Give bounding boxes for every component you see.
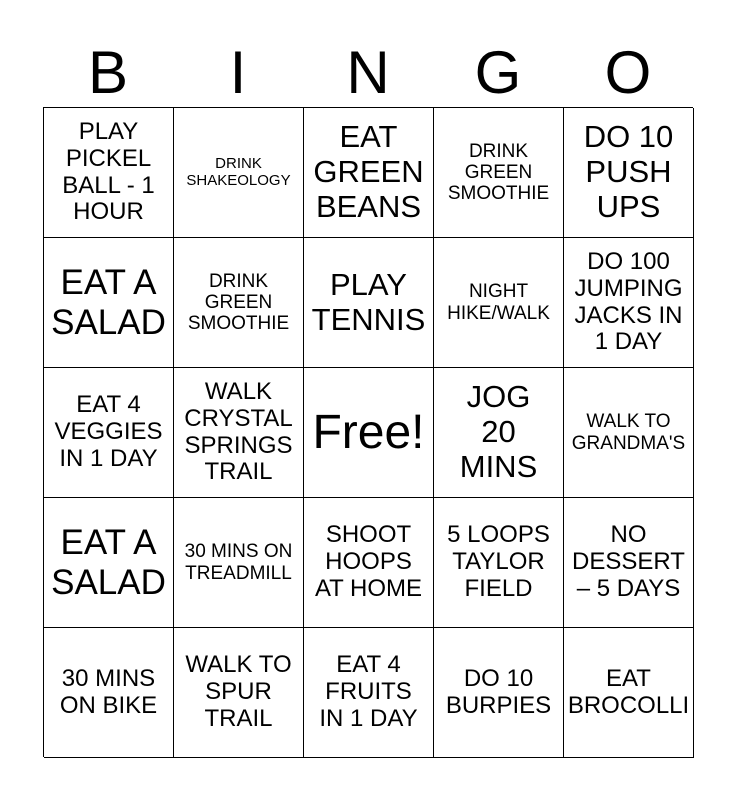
bingo-cell[interactable] xyxy=(434,368,564,498)
cell-text: DRINK SHAKEOLOGY xyxy=(186,154,291,189)
cell-text: PLAY PICKEL BALL - 1 HOUR xyxy=(62,117,155,226)
bingo-cell[interactable] xyxy=(174,368,304,498)
bingo-header xyxy=(43,40,693,106)
cell-text: 30 MINS ON TREADMILL xyxy=(184,541,293,584)
cell-text: NIGHT HIKE/WALK xyxy=(447,281,550,324)
bingo-cell-free[interactable] xyxy=(304,368,434,498)
cell-text: WALK TO SPUR TRAIL xyxy=(185,651,292,732)
cell-text: EAT A SALAD xyxy=(51,523,166,602)
bingo-cell[interactable] xyxy=(304,628,434,758)
header-letter-g: G xyxy=(474,39,522,106)
cell-text: SHOOT HOOPS AT HOME xyxy=(314,521,423,602)
cell-text: DO 10 PUSH UPS xyxy=(583,119,674,224)
cell-text: EAT GREEN BEANS xyxy=(313,119,424,224)
bingo-cell[interactable] xyxy=(44,238,174,368)
header-letter-i: I xyxy=(229,39,247,106)
cell-text: NO DESSERT – 5 DAYS xyxy=(572,521,685,602)
cell-text: DO 10 BURPIES xyxy=(445,664,552,719)
bingo-cell[interactable] xyxy=(304,498,434,628)
free-space-text: Free! xyxy=(312,405,425,459)
bingo-cell[interactable] xyxy=(564,368,694,498)
bingo-cell[interactable] xyxy=(44,368,174,498)
bingo-cell[interactable] xyxy=(44,628,174,758)
cell-text: WALK TO GRANDMA'S xyxy=(571,411,686,454)
bingo-cell[interactable] xyxy=(44,498,174,628)
cell-text: 5 LOOPS TAYLOR FIELD xyxy=(447,521,550,602)
cell-text: DO 100 JUMPING JACKS IN 1 DAY xyxy=(574,247,683,356)
bingo-cell[interactable] xyxy=(44,108,174,238)
bingo-cell[interactable] xyxy=(174,628,304,758)
cell-text: PLAY TENNIS xyxy=(311,266,426,337)
cell-text: DRINK GREEN SMOOTHIE xyxy=(447,140,550,205)
bingo-cell[interactable] xyxy=(304,238,434,368)
bingo-cell[interactable] xyxy=(304,108,434,238)
bingo-cell[interactable] xyxy=(434,108,564,238)
header-letter-b: B xyxy=(87,39,129,106)
bingo-cell[interactable] xyxy=(564,238,694,368)
cell-text: WALK CRYSTAL SPRINGS TRAIL xyxy=(184,377,293,486)
cell-text: DRINK GREEN SMOOTHIE xyxy=(187,270,290,335)
bingo-cell[interactable] xyxy=(174,108,304,238)
cell-text: EAT BROCOLLI xyxy=(567,664,690,719)
bingo-cell[interactable] xyxy=(564,498,694,628)
bingo-cell[interactable] xyxy=(564,108,694,238)
bingo-cell[interactable] xyxy=(564,628,694,758)
bingo-cell[interactable] xyxy=(434,628,564,758)
bingo-cell[interactable] xyxy=(174,498,304,628)
cell-text: JOG 20 MINS xyxy=(459,379,538,484)
bingo-cell[interactable] xyxy=(434,238,564,368)
cell-text: 30 MINS ON BIKE xyxy=(59,664,158,719)
cell-text: EAT A SALAD xyxy=(51,263,166,342)
cell-text: EAT 4 FRUITS IN 1 DAY xyxy=(319,651,418,732)
cell-text: EAT 4 VEGGIES IN 1 DAY xyxy=(54,391,163,472)
header-letter-n: N xyxy=(346,39,390,106)
bingo-board xyxy=(43,107,693,757)
header-letter-o: O xyxy=(604,39,652,106)
bingo-cell[interactable] xyxy=(434,498,564,628)
bingo-cell[interactable] xyxy=(174,238,304,368)
